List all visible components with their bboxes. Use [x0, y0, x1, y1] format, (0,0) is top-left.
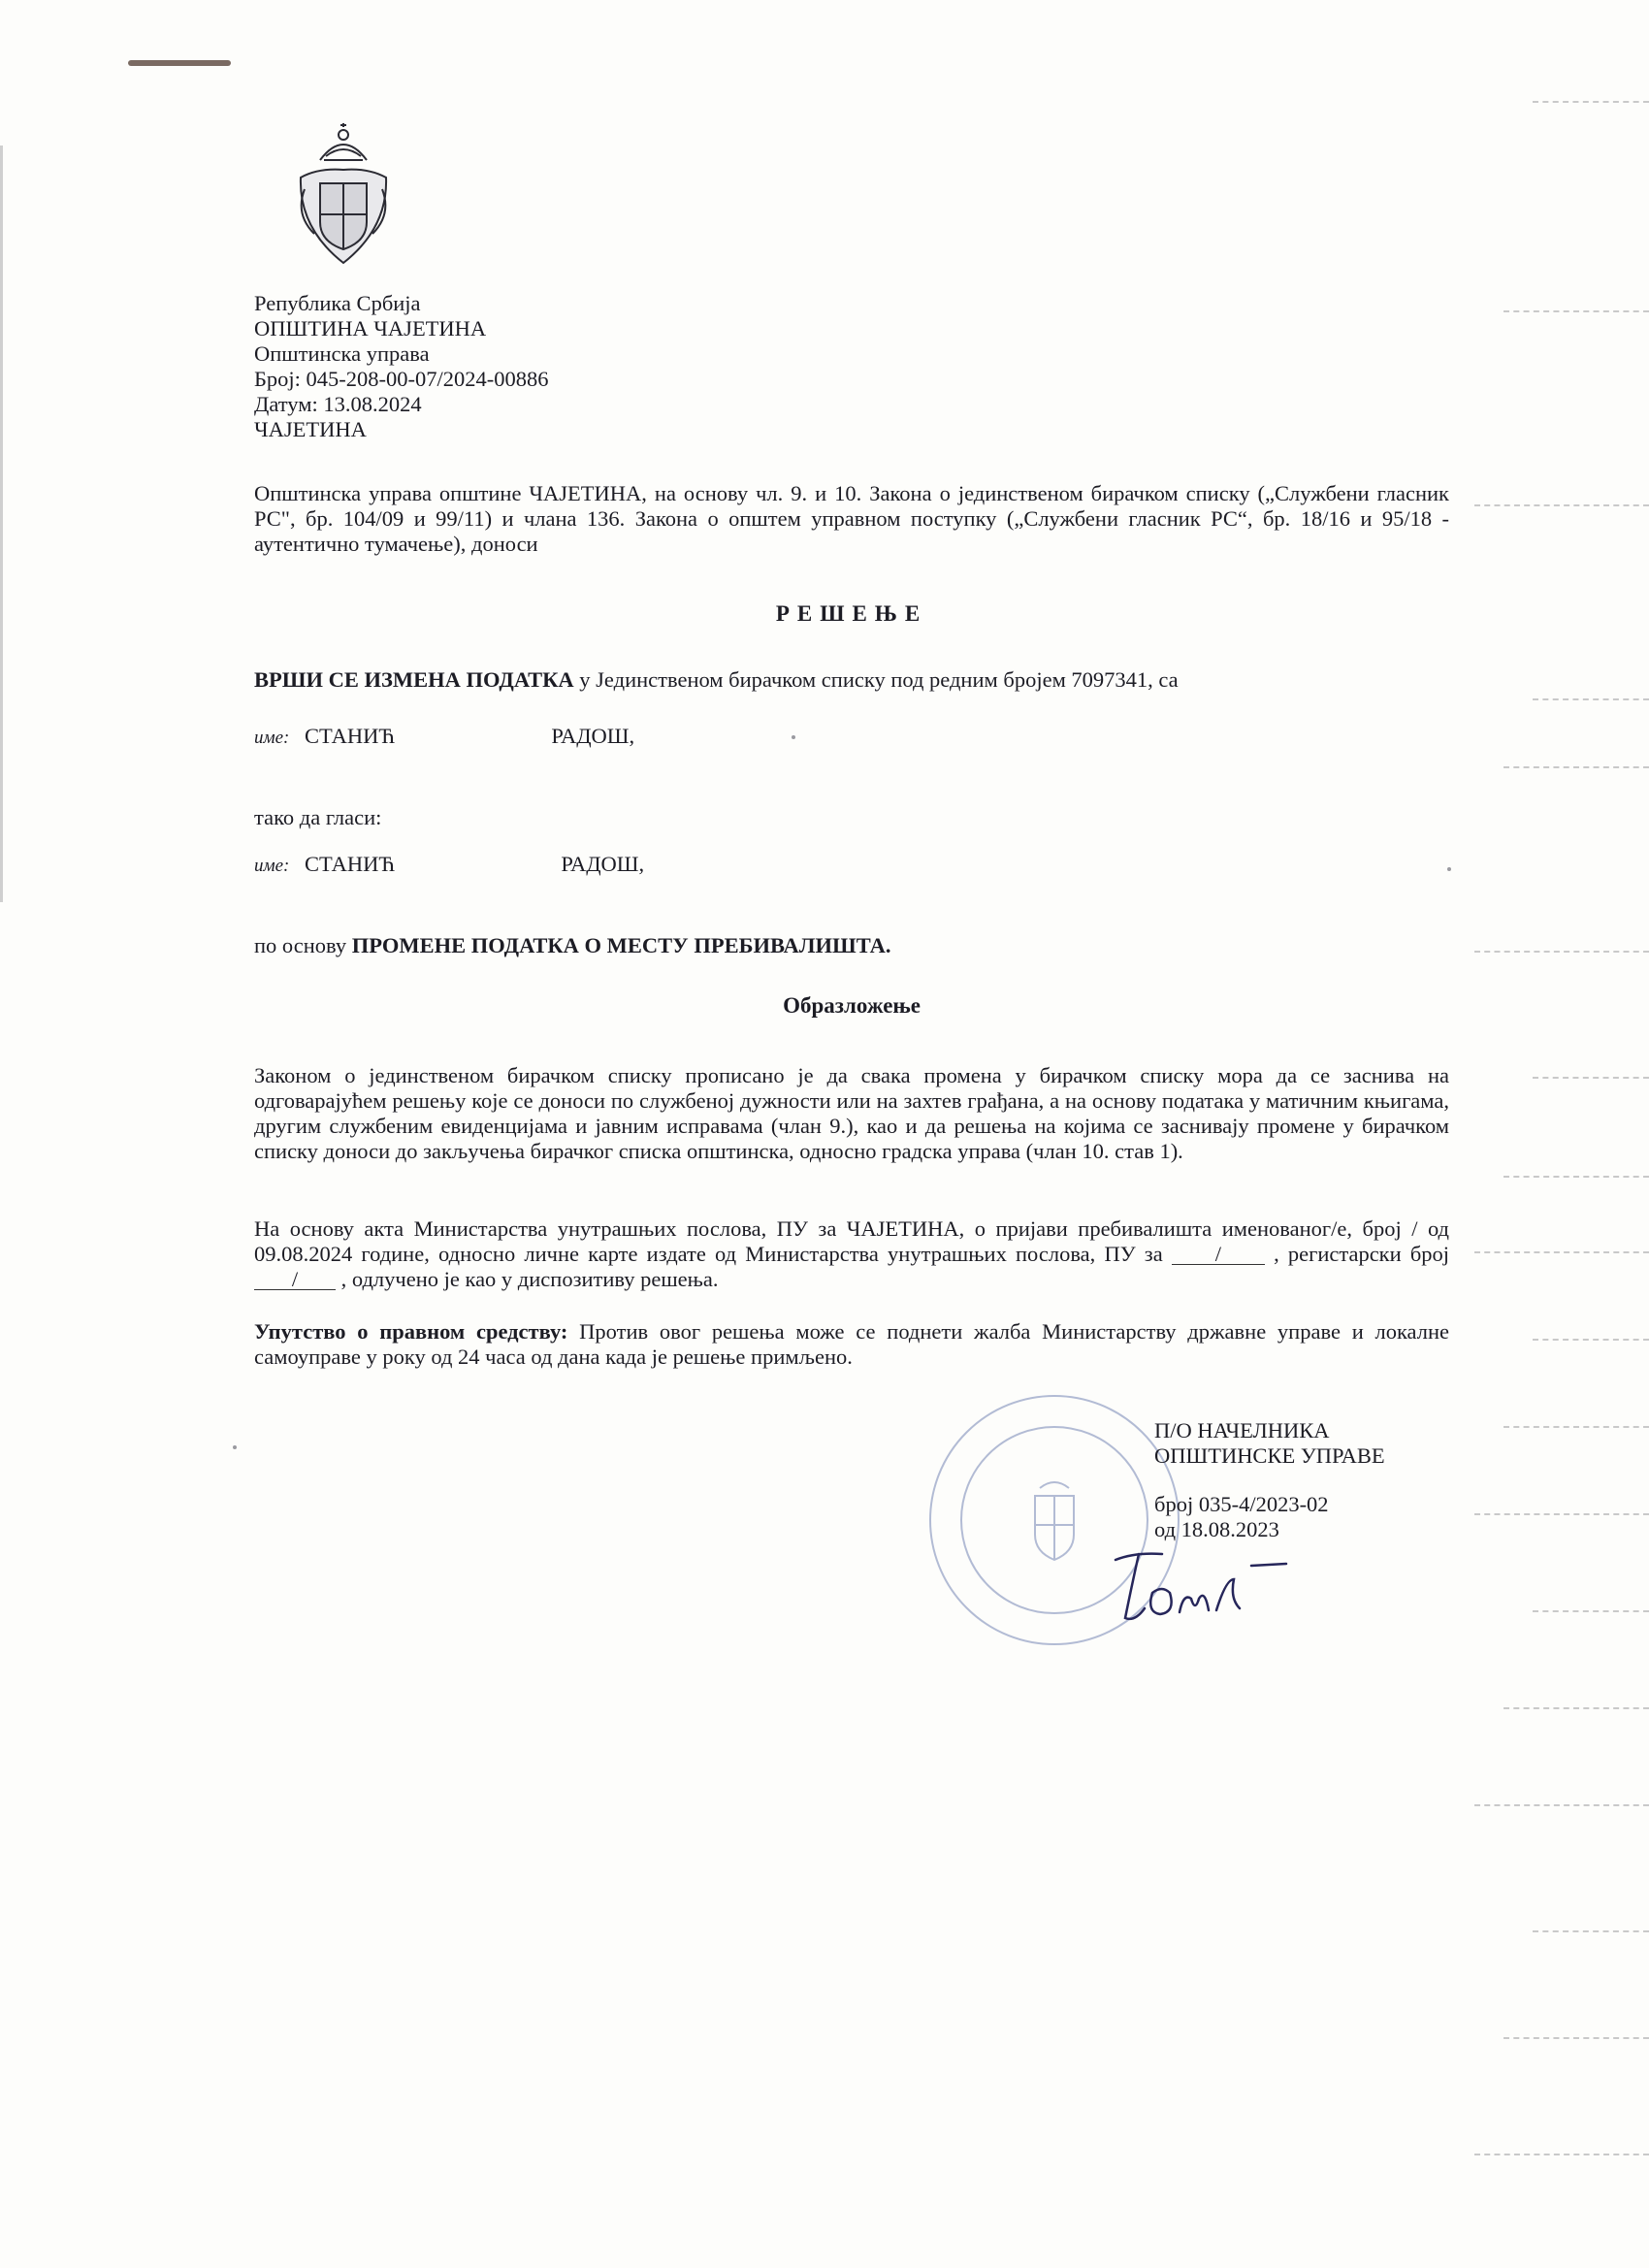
- scan-dash: [1504, 766, 1649, 769]
- scan-dash: [1533, 1077, 1649, 1080]
- scan-dash: [1533, 1930, 1649, 1933]
- handwritten-signature: [1106, 1540, 1368, 1628]
- old-entry-first-name: РАДОШ,: [551, 724, 635, 748]
- scan-mark: [128, 60, 231, 66]
- scan-dash: [1533, 101, 1649, 104]
- document-header: [254, 291, 549, 442]
- scan-dash: [1474, 2154, 1649, 2156]
- reasoning-p2-text: На основу акта Министарства унутрашњих послова, ПУ за ЧАЈЕТИНА, о пријави пребивалишта именованог/е, број / од 09.08.2024 године, односно личне карте издате од Министарства унутрашњих: [254, 1216, 1449, 1266]
- blank-field-a: /: [1172, 1245, 1265, 1265]
- basis-bold: ПРОМЕНЕ ПОДАТКА О МЕСТУ ПРЕБИВАЛИШТА.: [351, 933, 891, 957]
- scan-dash: [1474, 951, 1649, 954]
- reasoning-paragraph-1: Законом о јединственом бирачком списку прописано је да свака промена у бирачком списку мора да се заснива на одговарајућем решењу које се доноси по службеној дужности или на захтев грађана, а на основу података у матичним књигама, другим службеним евиденцијама и јавним исправама (члан 9.), као и да решења на којима се заснивају промене у бирачком списку доноси до закључења бирачког списка општинска, односно градска управа (члан 10. став 1).: [254, 1063, 1449, 1163]
- legal-remedy-paragraph: [254, 1319, 1449, 1370]
- decision-rest: у Јединственом бирачком списку под редним бројем 7097341, са: [573, 667, 1179, 692]
- old-entry-line: [254, 724, 634, 749]
- basis-prefix: по основу: [254, 933, 352, 957]
- scan-dash: [1533, 1339, 1649, 1342]
- new-entry-surname: СТАНИЋ: [305, 852, 396, 876]
- scan-dash: [1504, 1707, 1649, 1710]
- decision-title: РЕШЕЊЕ: [775, 601, 928, 626]
- scan-dash: [1474, 1804, 1649, 1807]
- document-date: Датум: 13.08.2024: [254, 392, 422, 416]
- reasoning-p2-police: послова, ПУ за: [1016, 1242, 1163, 1266]
- old-entry-surname: СТАНИЋ: [305, 724, 396, 748]
- legal-remedy-bold: Упутство о правном средству:: [254, 1319, 568, 1344]
- reasoning-p2-reg: , регистарски број: [1274, 1242, 1450, 1266]
- reasoning-paragraph-2: [254, 1216, 1449, 1292]
- old-entry-label: име:: [254, 728, 290, 748]
- scan-dash: [1504, 1176, 1649, 1179]
- country-line: Република Србија: [254, 291, 421, 315]
- signature-line-1: П/О НАЧЕЛНИКА: [1154, 1418, 1330, 1442]
- decision-bold: ВРШИ СЕ ИЗМЕНА ПОДАТКА: [254, 667, 574, 692]
- scan-dash: [1533, 1610, 1649, 1613]
- new-entry-first-name: РАДОШ,: [561, 852, 645, 876]
- signature-line-2: ОПШТИНСКЕ УПРАВЕ: [1154, 1443, 1385, 1468]
- scan-speck: [233, 1445, 237, 1449]
- signature-line-3: број 035-4/2023-02: [1154, 1492, 1329, 1516]
- scan-dash: [1504, 2037, 1649, 2040]
- reasoning-p2-end: , одлучено је као у диспозитиву решења.: [340, 1267, 719, 1291]
- scan-dash: [1504, 310, 1649, 313]
- new-entry-label: име:: [254, 856, 290, 876]
- scan-speck: [792, 735, 795, 739]
- scan-dash: [1474, 1251, 1649, 1254]
- signature-block: [1154, 1418, 1385, 1542]
- reasoning-title: Образложење: [783, 993, 921, 1018]
- blank-field-b: /: [254, 1270, 336, 1290]
- basis-line: [254, 933, 891, 958]
- decision-line: [254, 667, 1179, 693]
- scan-dash: [1504, 1426, 1649, 1429]
- signature-line-4: од 18.08.2023: [1154, 1517, 1279, 1541]
- preamble-paragraph: Општинска управа општине ЧАЈЕТИНА, на основу чл. 9. и 10. Закона о јединственом бирачком списку („Службени гласник РС", бр. 104/09 и 99/11) и члана 136. Закона о општем управном поступку („Службени гласник РС“, бр. 18/16 и 95/18 - аутентично тумачење), доноси: [254, 481, 1449, 556]
- scan-dash: [1474, 504, 1649, 507]
- legal-remedy-text: Против овог решења може се поднети жалба Министарству државне управе и локалне самоуправе у року од 24 часа од дана када је решење примљено.: [254, 1319, 1449, 1369]
- document-city: ЧАЈЕТИНА: [254, 417, 367, 441]
- scan-edge-shadow: [0, 146, 3, 902]
- municipality-line: ОПШТИНА ЧАЈЕТИНА: [254, 316, 487, 340]
- new-entry-line: [254, 852, 644, 877]
- coat-of-arms-icon: [291, 121, 396, 267]
- scan-dash: [1533, 698, 1649, 701]
- scan-dash-artifacts: [1445, 0, 1649, 2268]
- scan-speck: [1447, 867, 1451, 871]
- scan-dash: [1474, 1513, 1649, 1516]
- document-number: Број: 045-208-00-07/2024-00886: [254, 367, 549, 391]
- so-reads-line: тако да гласи:: [254, 805, 382, 829]
- administration-line: Општинска управа: [254, 341, 430, 366]
